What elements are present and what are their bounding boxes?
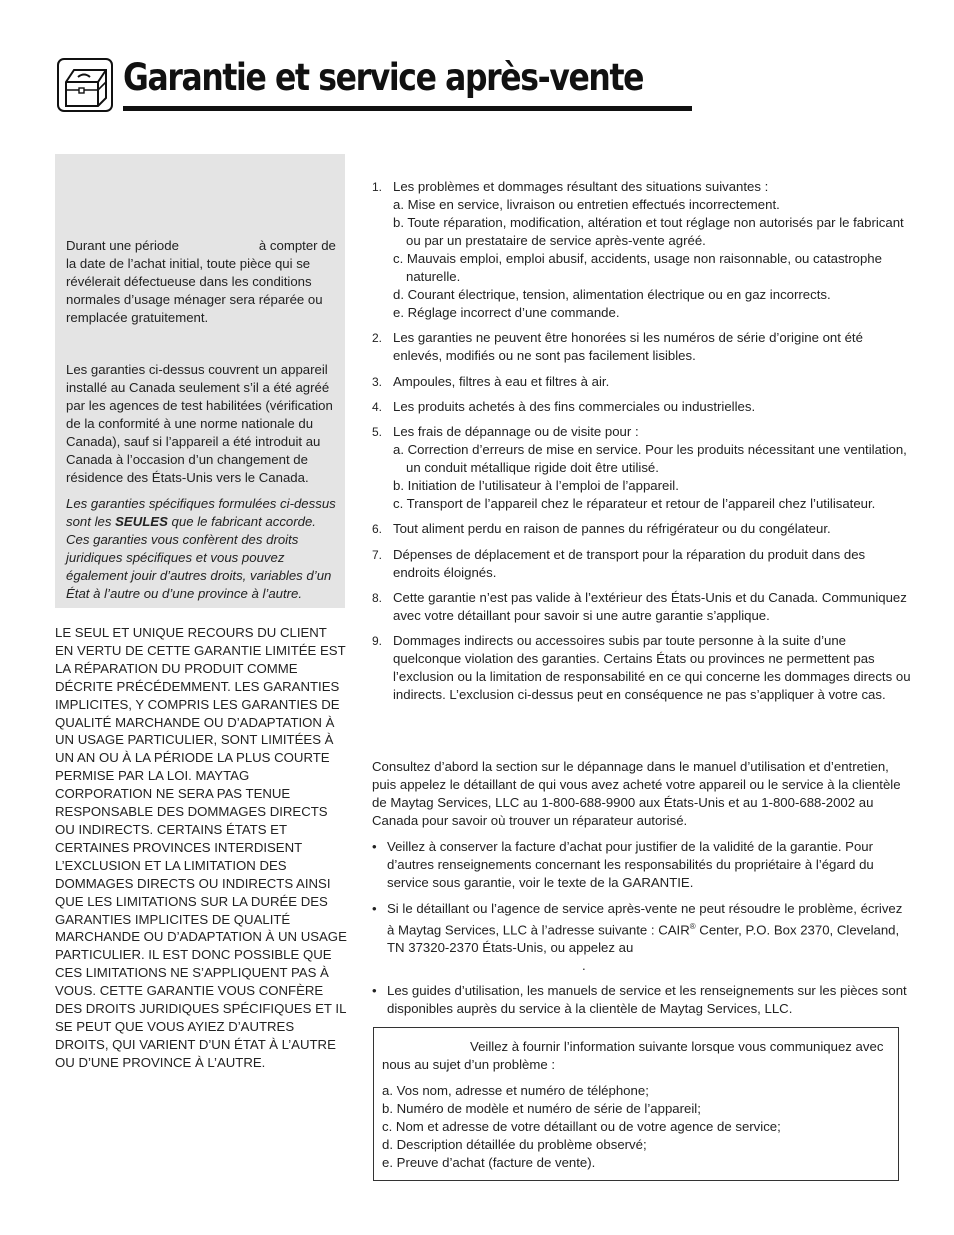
bullet-dot: • — [372, 839, 377, 854]
warranty-box — [55, 154, 345, 608]
exclusion-number: 1. — [372, 180, 383, 194]
exclusion-subitem: d. Courant électrique, tension, alimentation électrique ou en gaz incorrects. — [393, 287, 831, 302]
exclusion-text: Les produits achetés à des fins commerciales ou industrielles. — [393, 398, 756, 414]
exclusion-subitem: e. Réglage incorrect d’une commande. — [393, 305, 620, 320]
bullet-text: Veillez à conserver la facture d’achat pour justifier de la validité de la garantie. Pour d’autres renseignements concernant les responsabilités du propriétaire à l’égard du service sous garantie, voir le texte de la GARANTIE. — [387, 839, 874, 890]
exclusion-subitem: b. Toute réparation, modification, altération et tout réglage non autorisés par le fabricant ou par un prestataire de service après-vente agréé. — [393, 215, 904, 248]
exclusion-item — [372, 589, 912, 625]
exclusion-item — [372, 329, 912, 365]
exclusion-item — [372, 178, 912, 322]
limitation-disclaimer: LE SEUL ET UNIQUE RECOURS DU CLIENT EN VERTU DE CETTE GARANTIE LIMITÉE EST LA RÉPARATION DU PRODUIT COMME DÉCRITE PRÉCÉDEMMENT. LES GARANTIES IMPLICITES, Y COMPRIS LES GARANTIES DE QUALITÉ MARCHANDE OU D’ADAPTATION À UN USAGE PARTICULIER, SONT LIMITÉES À UN AN OU À LA PÉRIODE LA PLUS COURTE PERMISE PAR LA LOI. MAYTAG CORPORATION NE SERA PAS TENUE RESPONSABLE DES DOMMAGES DIRECTS OU INDIRECTS. CERTAINS ÉTATS ET CERTAINES PROVINCES INTERDISENT L’EXCLUSION ET LA LIMITATION DES DOMMAGES DIRECTS OU INDIRECTS AINSI QUE LES LIMITATIONS SUR LA DURÉE DES GARANTIES IMPLICITES DE QUALITÉ MARCHANDE OU D’ADAPTATION À UN USAGE PARTICULIER. IL EST DONC POSSIBLE QUE CES LIMITATIONS NE S’APPLIQUENT PAS À VOUS. CETTE GARANTIE VOUS CONFÈRE DES DROITS JURIDIQUES SPÉCIFIQUES ET IL SE PEUT QUE VOUS AYIEZ D’AUTRES DROITS, QUI VARIENT D’UN ÉTAT À L’AUTRE OU D’UNE PROVINCE À L’AUTRE. — [55, 625, 347, 1070]
specific-post: que le fabricant accorde. Ces garanties vous confèrent des droits juridiques spécifiques et vous pouvez également jouir d’autres droits, variables d’un État à l’autre ou d’une province à l’autre. — [66, 514, 332, 601]
warranty-period-paragraph — [66, 237, 340, 327]
bullet-dot: • — [372, 983, 377, 999]
contact-info-box — [373, 1027, 899, 1181]
info-list — [382, 1082, 889, 1172]
period-pre: Durant une période — [66, 238, 179, 253]
exclusion-text: Les frais de dépannage ou de visite pour : — [393, 424, 639, 440]
exclusion-item — [372, 546, 912, 582]
page-title: Garantie et service après-vente — [123, 56, 644, 99]
exclusion-subitem: a. Correction d’erreurs de mise en service. Pour les produits nécessitant une ventilation, un conduit métallique rigide doit être utilisé. — [393, 442, 907, 476]
bullet-dot: • — [372, 900, 377, 916]
info-lead: Veillez à fournir l’information suivante lorsque vous communiquez avec nous au sujet d’un problème : — [382, 1039, 884, 1072]
service-bullets — [372, 838, 912, 1026]
canada-paragraph: Les garanties ci-dessus couvrent un appareil installé au Canada seulement s’il a été agréé par les agences de test habilitées (vérification de la conformité à une norme nationale du Canada), sauf si l’appareil a été introduit au Canada à l’occasion d’un changement de résidence des États-Unis vers le Canada. — [66, 362, 333, 485]
info-list-item: d. Description détaillée du problème observé; — [382, 1137, 647, 1152]
exclusion-number: 7. — [372, 547, 383, 562]
bullet-text-cont: Center, P.O. Box 2370, Cleveland, TN 37320-2370 États-Unis, ou appelez au — [387, 921, 900, 955]
info-list-item: c. Nom et adresse de votre détaillant ou de votre agence de service; — [382, 1119, 781, 1134]
exclusions-list — [372, 178, 912, 712]
exclusion-subitem: a. Mise en service, livraison ou entretien effectués incorrectement. — [393, 197, 780, 212]
exclusion-text: Dépenses de déplacement et de transport pour la réparation du produit dans des endroits éloignés. — [393, 546, 866, 580]
exclusion-text: Les garanties ne peuvent être honorées si les numéros de série d’origine ont été enlevés, modifiés ou ne sont pas facilement lisibles. — [393, 330, 863, 364]
specific-warranty-paragraph — [66, 495, 340, 603]
info-list-item: a. Vos nom, adresse et numéro de téléphone; — [382, 1083, 649, 1098]
bullet-text: Si le détaillant ou l’agence de service après-vente ne peut résoudre le problème, écrivez à Maytag Services, LLC à l’adresse suivante : CAIR — [387, 900, 903, 937]
bullet-guides — [372, 982, 912, 1018]
exclusion-text: Cette garantie n’est pas valide à l’extérieur des États-Unis et du Canada. Communiquez avec votre détaillant pour savoir si une autre garantie s’applique. — [393, 590, 907, 624]
exclusion-number: 3. — [372, 374, 383, 389]
exclusion-item — [372, 423, 912, 513]
exclusion-number: 6. — [372, 522, 383, 537]
info-list-item: e. Preuve d’achat (facture de vente). — [382, 1155, 596, 1170]
exclusion-text: Dommages indirects ou accessoires subis par toute personne à la suite d’une quelconque violation des garanties. Certains États ou provinces ne permettent pas l’exclusion ou la limitation de responsabilité en ce qui concerne les dommages directs ou indirects. L’exclusion ci-dessus peut en conséquence ne pas s’appliquer à votre cas. — [393, 633, 911, 703]
blank-period: . — [582, 957, 586, 973]
bullet-contact — [372, 900, 912, 975]
exclusion-text: Tout aliment perdu en raison de pannes du réfrigérateur ou du congélateur. — [393, 521, 831, 537]
exclusion-number: 2. — [372, 331, 383, 346]
exclusion-item — [372, 398, 912, 416]
exclusion-subitem: c. Mauvais emploi, emploi abusif, accidents, usage non raisonnable, ou catastrophe naturelle. — [393, 251, 882, 284]
page-header — [57, 56, 644, 114]
exclusion-number: 5. — [372, 425, 383, 440]
title-underline — [123, 106, 692, 111]
specific-bold: SEULES — [115, 514, 168, 529]
registered-mark: ® — [689, 921, 696, 931]
toolbox-icon — [57, 58, 113, 112]
exclusion-item — [372, 632, 912, 704]
exclusion-item — [372, 520, 912, 538]
blank-line — [387, 957, 912, 975]
bullet-text: Les guides d’utilisation, les manuels de service et les renseignements sur les pièces sont disponibles auprès du service à la clientèle de Maytag Services, LLC. — [387, 983, 907, 1017]
exclusion-number: 4. — [372, 399, 383, 414]
exclusion-number: 9. — [372, 634, 383, 649]
exclusion-text: Les problèmes et dommages résultant des situations suivantes : — [393, 179, 769, 194]
period-post: à compter de la date de l’achat initial, toute pièce qui se révélerait défectueuse dans les conditions normales d’usage ménager sera réparée ou remplacée gratuitement. — [66, 238, 336, 325]
exclusion-subitem: b. Initiation de l’utilisateur à l’emploi de l’appareil. — [393, 478, 679, 494]
exclusion-item — [372, 373, 912, 391]
info-list-item: b. Numéro de modèle et numéro de série de l’appareil; — [382, 1101, 701, 1116]
service-intro: Consultez d’abord la section sur le dépannage dans le manuel d’utilisation et d’entretien, puis appelez le détaillant de qui vous avez acheté votre appareil ou le service à la clientèle de Maytag Services, LLC au 1-800-688-9900 aux États-Unis et au 1-800-688-2002 au Canada pour savoir où trouver un réparateur autorisé. — [372, 759, 901, 828]
exclusion-subitem: c. Transport de l’appareil chez le réparateur et retour de l’appareil chez l’utilisateur. — [393, 496, 876, 512]
bullet-receipt — [372, 838, 912, 892]
specific-pre: Les garanties spécifiques formulées ci-dessus sont les — [66, 496, 336, 529]
exclusion-text: Ampoules, filtres à eau et filtres à air. — [393, 373, 610, 389]
exclusion-number: 8. — [372, 591, 383, 606]
